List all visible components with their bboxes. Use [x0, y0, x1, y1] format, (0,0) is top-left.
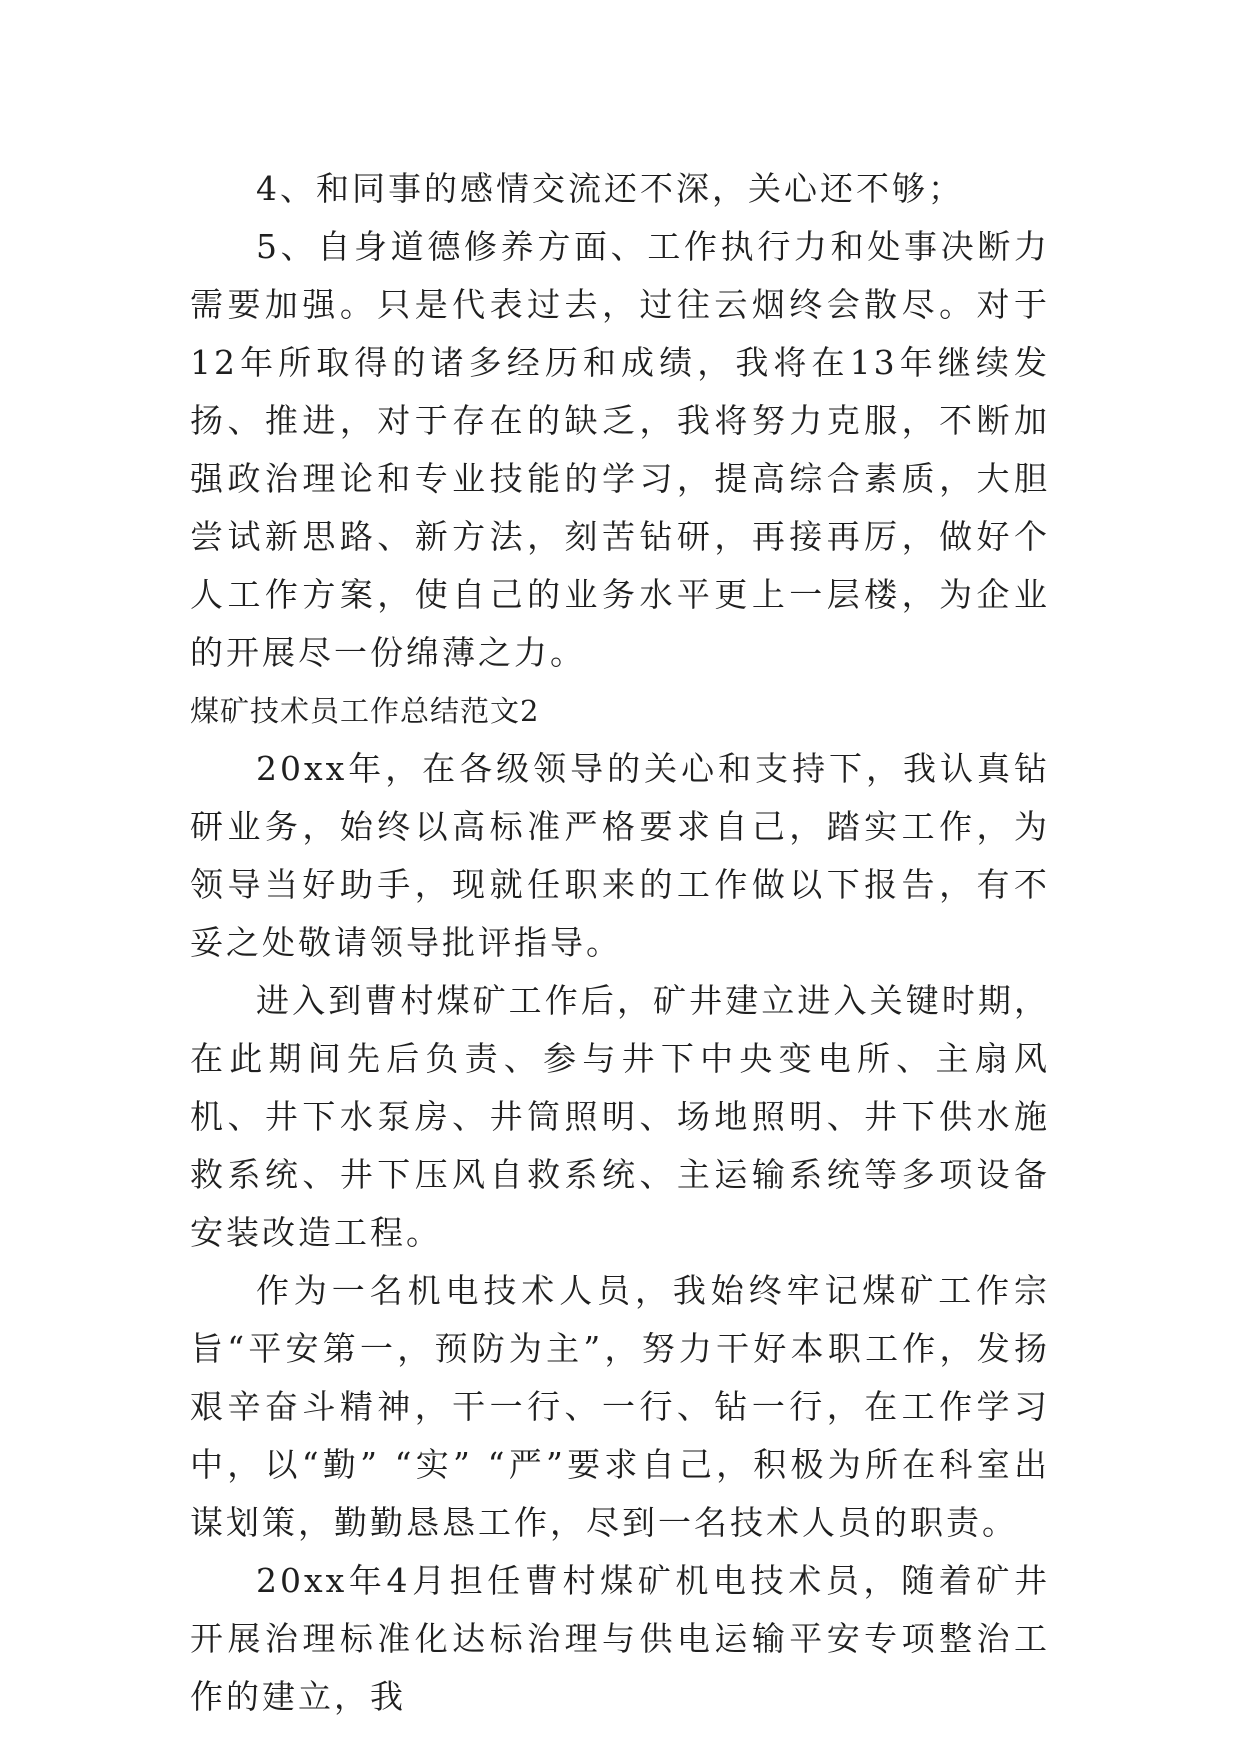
- paragraph-projects: 进入到曹村煤矿工作后，矿井建立进入关键时期，在此期间先后负责、参与井下中央变电所、主扇风机、井下水泵房、井筒照明、场地照明、井下供水施救系统、井下压风自救系统、主运输系统等多项设备安装改造工程。: [190, 981, 1050, 1252]
- paragraph-attitude: 作为一名机电技术人员，我始终牢记煤矿工作宗旨“平安第一，预防为主”，努力干好本职工作，发扬艰辛奋斗精神，干一行、一行、钻一行，在工作学习中，以“勤” “实” “严”要求自己，积极为所在科室出谋划策，勤勤恳恳工作，尽到一名技术人员的职责。: [190, 1271, 1050, 1542]
- section-heading: 煤矿技术员工作总结范文2: [190, 694, 540, 728]
- paragraph-intro: 20xx年，在各级领导的关心和支持下，我认真钻研业务，始终以高标准严格要求自己，踏实工作，为领导当好助手，现就任职来的工作做以下报告，有不妥之处敬请领导批评指导。: [190, 749, 1050, 962]
- paragraph-item-5: 5、自身道德修养方面、工作执行力和处事决断力需要加强。只是代表过去，过往云烟终会散尽。对于12年所取得的诸多经历和成绩，我将在13年继续发扬、推进，对于存在的缺乏，我将努力克服，不断加强政治理论和专业技能的学习，提高综合素质，大胆尝试新思路、新方法，刻苦钻研，再接再厉，做好个人工作方案，使自己的业务水平更上一层楼，为企业的开展尽一份绵薄之力。: [190, 227, 1050, 672]
- paragraph-item-4: 4、和同事的感情交流还不深，关心还不够；: [256, 169, 964, 208]
- document-body: [190, 160, 1050, 1726]
- paragraph-appointment: 20xx年4月担任曹村煤矿机电技术员，随着矿井开展治理标准化达标治理与供电运输平安专项整治工作的建立，我: [190, 1561, 1050, 1716]
